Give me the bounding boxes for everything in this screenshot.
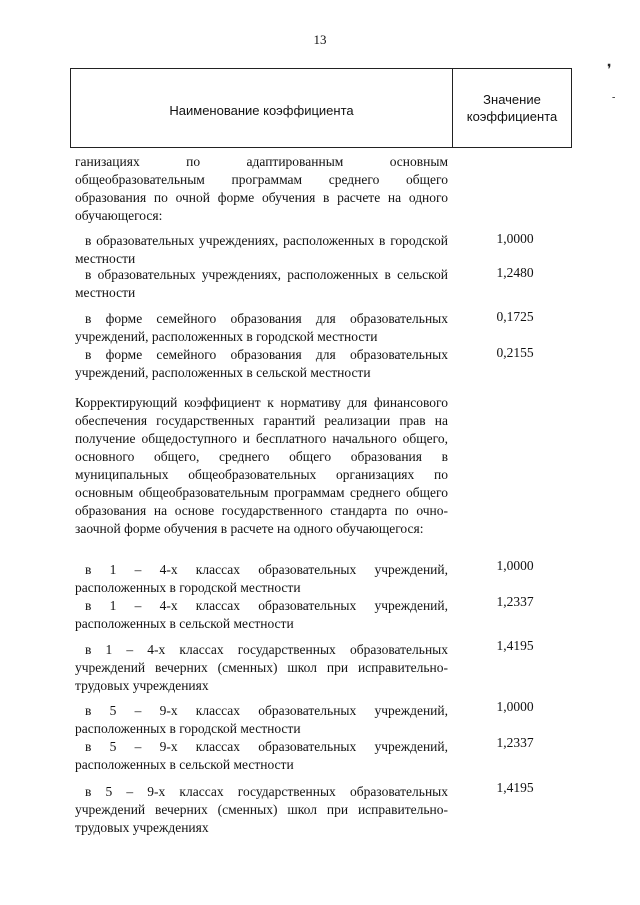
- table-row-value: 1,4195: [496, 780, 534, 795]
- table-row-value: 0,1725: [496, 309, 534, 324]
- table-row-text: в 1 – 4-х классах образовательных учреждений, расположенных в городской местности: [75, 562, 448, 595]
- table-row-text: в 5 – 9-х классах образовательных учреждений, расположенных в сельской местности: [75, 739, 448, 772]
- column-header-value-line1: Значение: [483, 92, 541, 107]
- table-row-value: 1,0000: [496, 699, 534, 714]
- column-header-name: Наименование коэффициента: [169, 102, 354, 118]
- scan-mark: -: [612, 92, 616, 103]
- table-row-text: в образовательных учреждениях, расположенных в городской местности: [75, 233, 448, 266]
- table-row-text: в 5 – 9-х классах образовательных учреждений, расположенных в городской местности: [75, 703, 448, 736]
- page-number: 13: [313, 32, 327, 47]
- table-row-value: 1,0000: [496, 231, 534, 246]
- table-header: [70, 68, 572, 148]
- table-row-text: в 5 – 9-х классах государственных образовательных учреждений вечерних (сменных) школ при исправительно-трудовых учреждениях: [75, 784, 448, 835]
- table-row-value: 1,4195: [496, 638, 534, 653]
- table-row-text: в образовательных учреждениях, расположенных в сельской местности: [75, 267, 448, 300]
- column-header-value-line2: коэффициента: [466, 109, 558, 124]
- table-row-value: 1,2480: [496, 265, 534, 280]
- table-row-text: в 1 – 4-х классах образовательных учреждений, расположенных в сельской местности: [75, 598, 448, 631]
- table-row-text: ганизациях по адаптированным основным общеобразовательным программам среднего общего образования по очной форме обучения в расчете на одного обучающегося:: [75, 154, 448, 223]
- table-row-text: в 1 – 4-х классах государственных образовательных учреждений вечерних (сменных) школ при исправительно-трудовых учреждениях: [75, 642, 448, 693]
- table-row-value: 1,2337: [496, 594, 534, 609]
- table-row-text: в форме семейного образования для образовательных учреждений, расположенных в сельской местности: [75, 347, 448, 380]
- table-row-value: 1,2337: [496, 735, 534, 750]
- scan-mark: ❜: [607, 63, 612, 78]
- table-row-text: в форме семейного образования для образовательных учреждений, расположенных в городской местности: [75, 311, 448, 344]
- table-row-value: 1,0000: [496, 558, 534, 573]
- table-row-value: 0,2155: [496, 345, 534, 360]
- column-header-value: [453, 69, 571, 147]
- table-row-text: Корректирующий коэффициент к нормативу для финансового обеспечения государственных гарантий реализации прав на получение общедоступного и бесплатного начального общего, основного общего, среднего общего образования в муниципальных общеобразовательных организациях по основным общеобразовательным программам среднего общего образования на основе государственного стандарта по очно-заочной форме обучения в расчете на одного обучающегося:: [75, 395, 448, 536]
